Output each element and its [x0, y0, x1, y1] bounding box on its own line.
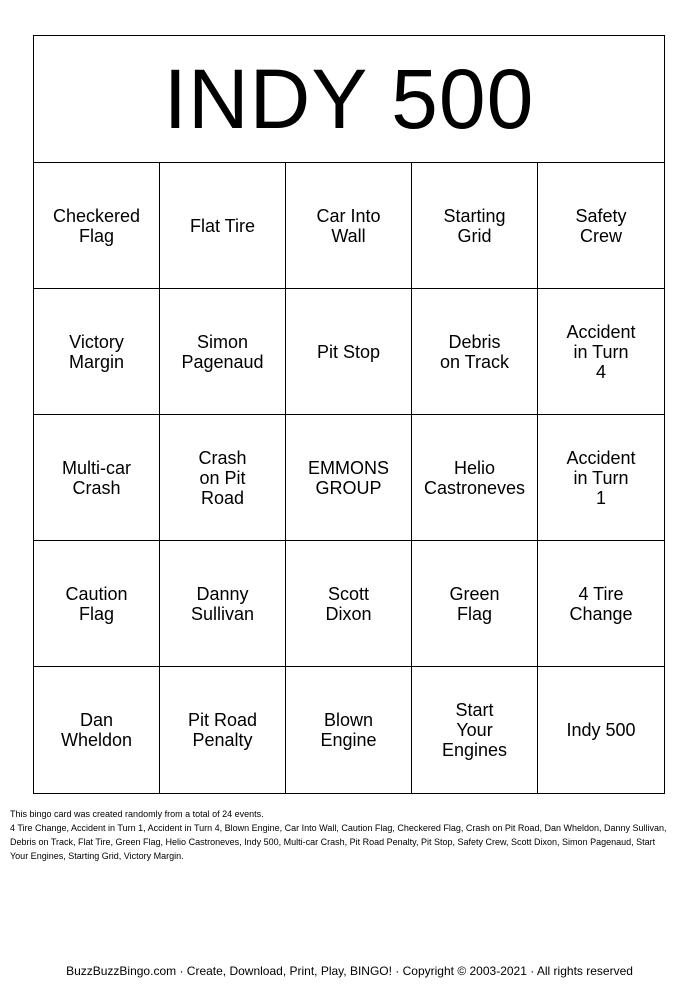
bingo-cell: Car Into Wall	[286, 163, 412, 289]
bingo-cell: Accident in Turn 1	[538, 415, 664, 541]
bingo-cell: Blown Engine	[286, 667, 412, 793]
bingo-cell: Checkered Flag	[34, 163, 160, 289]
notes-intro: This bingo card was created randomly from a total of 24 events.	[10, 809, 264, 819]
bingo-cell: Victory Margin	[34, 289, 160, 415]
bingo-cell: Green Flag	[412, 541, 538, 667]
bingo-card	[33, 35, 665, 794]
card-title: INDY 500	[163, 52, 535, 146]
bingo-cell: Scott Dixon	[286, 541, 412, 667]
card-notes	[10, 807, 670, 863]
bingo-cell: Pit Stop	[286, 289, 412, 415]
bingo-cell: Pit Road Penalty	[160, 667, 286, 793]
bingo-cell: Crash on Pit Road	[160, 415, 286, 541]
bingo-cell: Dan Wheldon	[34, 667, 160, 793]
bingo-cell: Helio Castroneves	[412, 415, 538, 541]
bingo-cell: Simon Pagenaud	[160, 289, 286, 415]
card-title-cell	[34, 36, 664, 163]
bingo-cell: Flat Tire	[160, 163, 286, 289]
bingo-cell: 4 Tire Change	[538, 541, 664, 667]
site-footer: BuzzBuzzBingo.com · Create, Download, Print, Play, BINGO! · Copyright © 2003-2021 · All rights reserved	[66, 964, 633, 978]
bingo-cell: Starting Grid	[412, 163, 538, 289]
bingo-cell: Accident in Turn 4	[538, 289, 664, 415]
bingo-cell-free: EMMONS GROUP	[286, 415, 412, 541]
notes-event-list: 4 Tire Change, Accident in Turn 1, Accident in Turn 4, Blown Engine, Car Into Wall, Caution Flag, Checkered Flag, Crash on Pit Road, Dan Wheldon, Danny Sullivan, Debris on Track, Flat Tire, Green Flag, Helio Castroneves, Indy 500, Multi-car Crash, Pit Road Penalty, Pit Stop, Safety Crew, Scott Dixon, Simon Pagenaud, Start Your Engines, Starting Grid, Victory Margin.	[10, 823, 667, 861]
bingo-cell: Start Your Engines	[412, 667, 538, 793]
bingo-cell: Multi-car Crash	[34, 415, 160, 541]
bingo-grid	[34, 163, 664, 793]
bingo-cell: Caution Flag	[34, 541, 160, 667]
bingo-cell: Debris on Track	[412, 289, 538, 415]
bingo-cell: Safety Crew	[538, 163, 664, 289]
bingo-cell: Indy 500	[566, 720, 636, 740]
bingo-cell: Danny Sullivan	[160, 541, 286, 667]
